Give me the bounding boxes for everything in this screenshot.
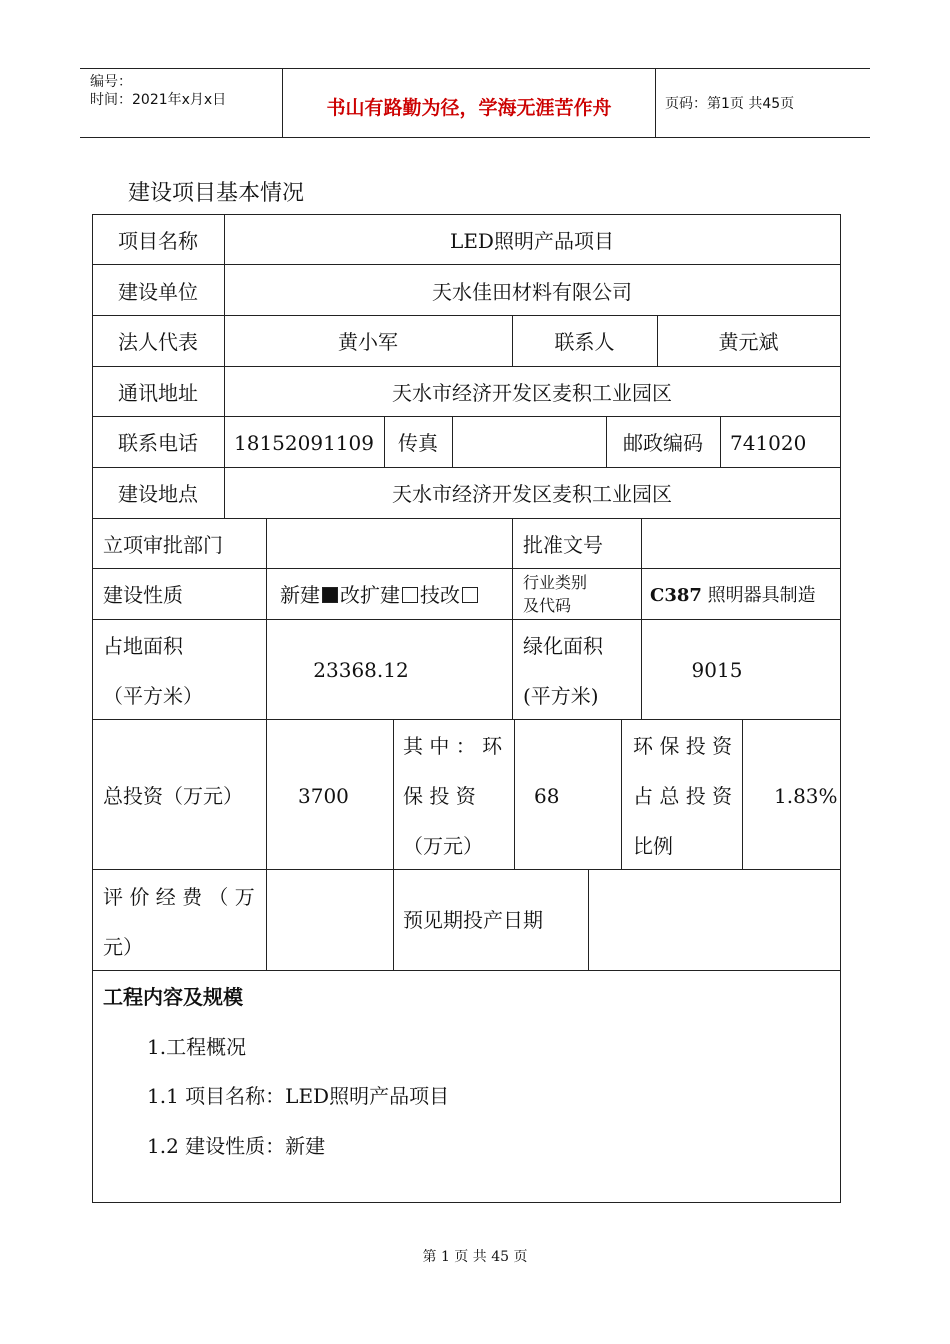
industry-label-2: 及代码 <box>523 596 572 615</box>
fax-label: 传真 <box>398 431 438 455</box>
nature-label: 建设性质 <box>103 583 183 607</box>
ratio-label-1: 环 保 投 资 <box>633 734 733 758</box>
fee-label-2: 元） <box>103 935 143 959</box>
checked-box-icon <box>322 587 338 603</box>
fee-label-1: 评 价 经 费 （ 万 <box>103 885 255 909</box>
contact-value: 黄元斌 <box>718 330 779 354</box>
project-name-value: LED照明产品项目 <box>450 229 614 253</box>
legal-rep-label: 法人代表 <box>118 330 198 354</box>
industry-value <box>650 584 816 608</box>
nature-tech-label: 技改 <box>420 583 460 607</box>
industry-code: C387 <box>650 585 702 606</box>
approval-dept-label: 立项审批部门 <box>103 533 223 557</box>
env-label-1: 其 中 ： 环 <box>403 734 503 758</box>
area-value: 23368.12 <box>313 658 409 682</box>
unchecked-box-icon <box>402 587 418 603</box>
env-label-3: （万元） <box>403 834 483 858</box>
postcode-label: 邮政编码 <box>623 431 703 455</box>
area-label-2: （平方米） <box>103 684 203 708</box>
ratio-label-3: 比例 <box>633 834 673 858</box>
unchecked-box-icon <box>462 587 478 603</box>
scope-line-2: 1.1 项目名称：LED照明产品项目 <box>147 1084 450 1108</box>
header-motto-cell <box>282 69 656 137</box>
green-label-1: 绿化面积 <box>523 634 603 658</box>
scope-line-1: 1.工程概况 <box>147 1035 247 1059</box>
page-footer: 第 1 页 共 45 页 <box>422 1249 528 1265</box>
site-value: 天水市经济开发区麦积工业园区 <box>392 482 672 506</box>
time-label: 时间：2021年x月x日 <box>90 92 227 108</box>
page-info: 页码：第1页 共45页 <box>665 96 795 112</box>
address-label: 通讯地址 <box>118 381 198 405</box>
header-page-cell <box>655 69 870 137</box>
ratio-label-2: 占 总 投 资 <box>633 784 733 808</box>
green-label-2: (平方米) <box>523 684 599 708</box>
industry-label-1: 行业类别 <box>523 573 588 592</box>
phone-label: 联系电话 <box>118 431 198 455</box>
area-label-1: 占地面积 <box>103 634 183 658</box>
motto-text: 书山有路勤为径，学海无涯苦作舟 <box>326 97 612 119</box>
industry-name: 照明器具制造 <box>707 585 816 606</box>
env-label-2: 保 投 资 <box>403 784 476 808</box>
unit-label: 建设单位 <box>118 280 198 304</box>
page-header <box>80 68 870 138</box>
address-value: 天水市经济开发区麦积工业园区 <box>392 381 672 405</box>
number-label: 编号： <box>90 74 132 90</box>
site-label: 建设地点 <box>118 482 198 506</box>
legal-rep-value: 黄小军 <box>338 330 398 354</box>
nature-new-label: 新建 <box>280 583 320 607</box>
project-name-label: 项目名称 <box>118 229 198 253</box>
invest-value: 3700 <box>298 784 349 808</box>
nature-options <box>280 583 480 607</box>
date-label: 预见期投产日期 <box>403 908 543 932</box>
scope-line-3: 1.2 建设性质：新建 <box>147 1134 326 1158</box>
phone-value: 18152091109 <box>234 431 374 455</box>
header-meta <box>80 69 282 137</box>
ratio-value: 1.83% <box>774 784 838 808</box>
approval-no-label: 批准文号 <box>523 533 603 557</box>
section-title: 建设项目基本情况 <box>128 181 305 206</box>
postcode-value: 741020 <box>730 431 807 455</box>
nature-expand-label: 改扩建 <box>340 583 400 607</box>
contact-label: 联系人 <box>554 330 615 354</box>
invest-label: 总投资（万元） <box>103 784 243 808</box>
scope-title: 工程内容及规模 <box>103 985 243 1009</box>
green-value: 9015 <box>691 658 743 682</box>
env-invest-value: 68 <box>534 784 560 808</box>
unit-value: 天水佳田材料有限公司 <box>432 280 632 304</box>
